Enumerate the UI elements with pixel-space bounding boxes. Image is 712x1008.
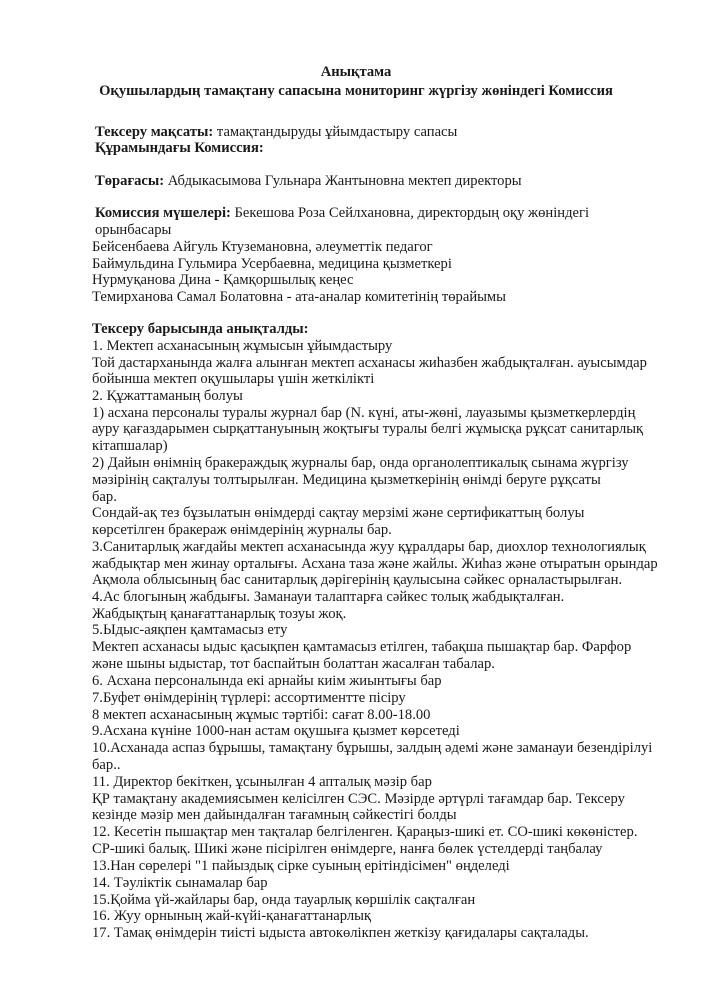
findings-line: Жабдықтың қанағаттанарлық тозуы жоқ. — [92, 606, 347, 622]
findings-heading: Тексеру барысында анықталды: — [92, 321, 309, 337]
members-line: орынбасары — [95, 222, 172, 238]
findings-line: кітапшалар) — [92, 438, 168, 454]
findings-line: 9.Асхана күніне 1000-нан астам оқушыға қызмет көрсетеді — [92, 723, 460, 739]
chair-value: Абдыкасымова Гульнара Жантыновна мектеп директоры — [164, 173, 522, 189]
composition-label: Құрамындағы Комиссия: — [95, 140, 264, 156]
chair-label: Төрағасы: — [95, 173, 165, 189]
findings-line: 14. Тәуліктік сынамалар бар — [92, 875, 268, 891]
members-line: Баймульдина Гульмира Усербаевна, медицина қызметкері — [92, 256, 452, 272]
findings-line: 1. Мектеп асханасының жұмысын ұйымдастыру — [92, 338, 393, 354]
findings-line: Сондай-ақ тез бұзылатын өнімдерді сақтау мерзімі және сертификаттың болуы — [92, 505, 585, 521]
findings-line: 12. Кесетін пышақтар мен тақталар белгіленген. Қараңыз-шикі ет. СО-шикі көкөністер. — [92, 824, 638, 840]
findings-line: 5.Ыдыс-аяқпен қамтамасыз ету — [92, 622, 288, 638]
members-line: Бейсенбаева Айгуль Ктуземановна, әлеуметтік педагог — [92, 239, 433, 255]
members-line: Темирханова Самал Болатовна - ата-аналар комитетінің төрайымы — [92, 289, 506, 305]
findings-line: Той дастарханында жалға алынған мектеп асханасы жиһазбен жабдықталған. ауысымдар — [92, 355, 647, 371]
chair-line — [95, 174, 522, 189]
findings-line: 8 мектеп асханасының жұмыс тәртібі: сағат 8.00-18.00 — [92, 707, 431, 723]
purpose-value: тамақтандыруды ұйымдастыру сапасы — [213, 124, 458, 140]
purpose-line — [95, 125, 457, 140]
findings-line: 10.Асханада аспаз бұрышы, тамақтану бұрышы, залдың әдемі және заманауи безендірілуі — [92, 740, 653, 756]
document-title: Анықтама — [320, 64, 392, 80]
purpose-label: Тексеру мақсаты: — [95, 124, 214, 140]
members-line: Нурмуқанова Дина - Қамқоршылық кеңес — [92, 272, 354, 288]
members-line — [95, 206, 589, 221]
findings-line: 3.Санитарлық жағдайы мектеп асханасында жуу құралдары бар, диохлор технологиялық — [92, 539, 646, 555]
findings-line: бар.. — [92, 757, 121, 773]
findings-line: 7.Буфет өнімдерінің түрлері: ассортиментте пісіру — [92, 690, 406, 706]
members-label: Комиссия мүшелері: — [95, 205, 231, 221]
findings-line: бар. — [92, 489, 117, 505]
findings-line: 13.Нан сөрелері "1 пайыздық сірке суының ерітіндісімен" өңделеді — [92, 858, 510, 874]
findings-line: көрсетілген бракераж өнімдерінің журналы бар. — [92, 522, 392, 538]
findings-line: 4.Ас блогының жабдығы. Заманауи талаптарға сәйкес толық жабдықталған. — [92, 589, 565, 605]
findings-line: және шыны ыдыстар, тот баспайтын болаттан жасалған табалар. — [92, 656, 495, 672]
findings-line: жабдықтар мен жинау орталығы. Асхана таза және жайлы. Жиһаз және отыратын орындар — [92, 556, 658, 572]
findings-line: Мектеп асханасы ыдыс қасықпен қамтамасыз етілген, табақша пышақтар бар. Фарфор — [92, 639, 632, 655]
findings-line: 15.Қойма үй-жайлары бар, онда тауарлық көршілік сақталған — [92, 892, 476, 908]
findings-line: бойынша мектеп оқушылары үшін жеткілікті — [92, 371, 375, 387]
findings-line: кезінде мәзір мен дайындалған тағамның сәйкестігі болды — [92, 807, 457, 823]
findings-line: ауру қағаздарымен сырқаттануының жоқтығы туралы белгі жұмысқа рұқсат санитарлық — [92, 421, 644, 437]
findings-line: Ақмола облысының бас санитарлық дәрігерінің қаулысына сәйкес орналастырылған. — [92, 572, 623, 588]
findings-line: 2) Дайын өнімнің бракераждық журналы бар, онда органолептикалық сынама жүргізу — [92, 455, 629, 471]
findings-line: 17. Тамақ өнімдерін тиісті ыдыста автокөлікпен жеткізу қағидалары сақталады. — [92, 925, 589, 941]
findings-line: 11. Директор бекіткен, ұсынылған 4 апталық мәзір бар — [92, 774, 432, 790]
findings-line: 16. Жуу орнының жай-күйі-қанағаттанарлық — [92, 908, 372, 924]
findings-line: 6. Асхана персоналында екі арнайы киім жиынтығы бар — [92, 673, 442, 689]
findings-line: мәзірінің сақталуы толтырылған. Медицина қызметкерінің өнімді беруге рұқсаты — [92, 472, 601, 488]
members-first-value: Бекешова Роза Сейлхановна, директордың оқу жөніндегі — [230, 205, 590, 221]
findings-line: ҚР тамақтану академиясымен келісілген СЭС. Мәзірде әртүрлі тағамдар бар. Тексеру — [92, 791, 625, 807]
document-subtitle: Оқушылардың тамақтану сапасына мониторинг жүргізу жөніндегі Комиссия — [99, 83, 613, 99]
findings-line: 2. Құжаттаманың болуы — [92, 388, 243, 404]
findings-line: СР-шикі балық. Шикі және пісірілген өнімдерге, нанға бөлек үстелдерді таңбалау — [92, 841, 603, 857]
findings-line: 1) асхана персоналы туралы журнал бар (N. күні, аты-жөні, лауазымы қызметкерлердің — [92, 405, 636, 421]
